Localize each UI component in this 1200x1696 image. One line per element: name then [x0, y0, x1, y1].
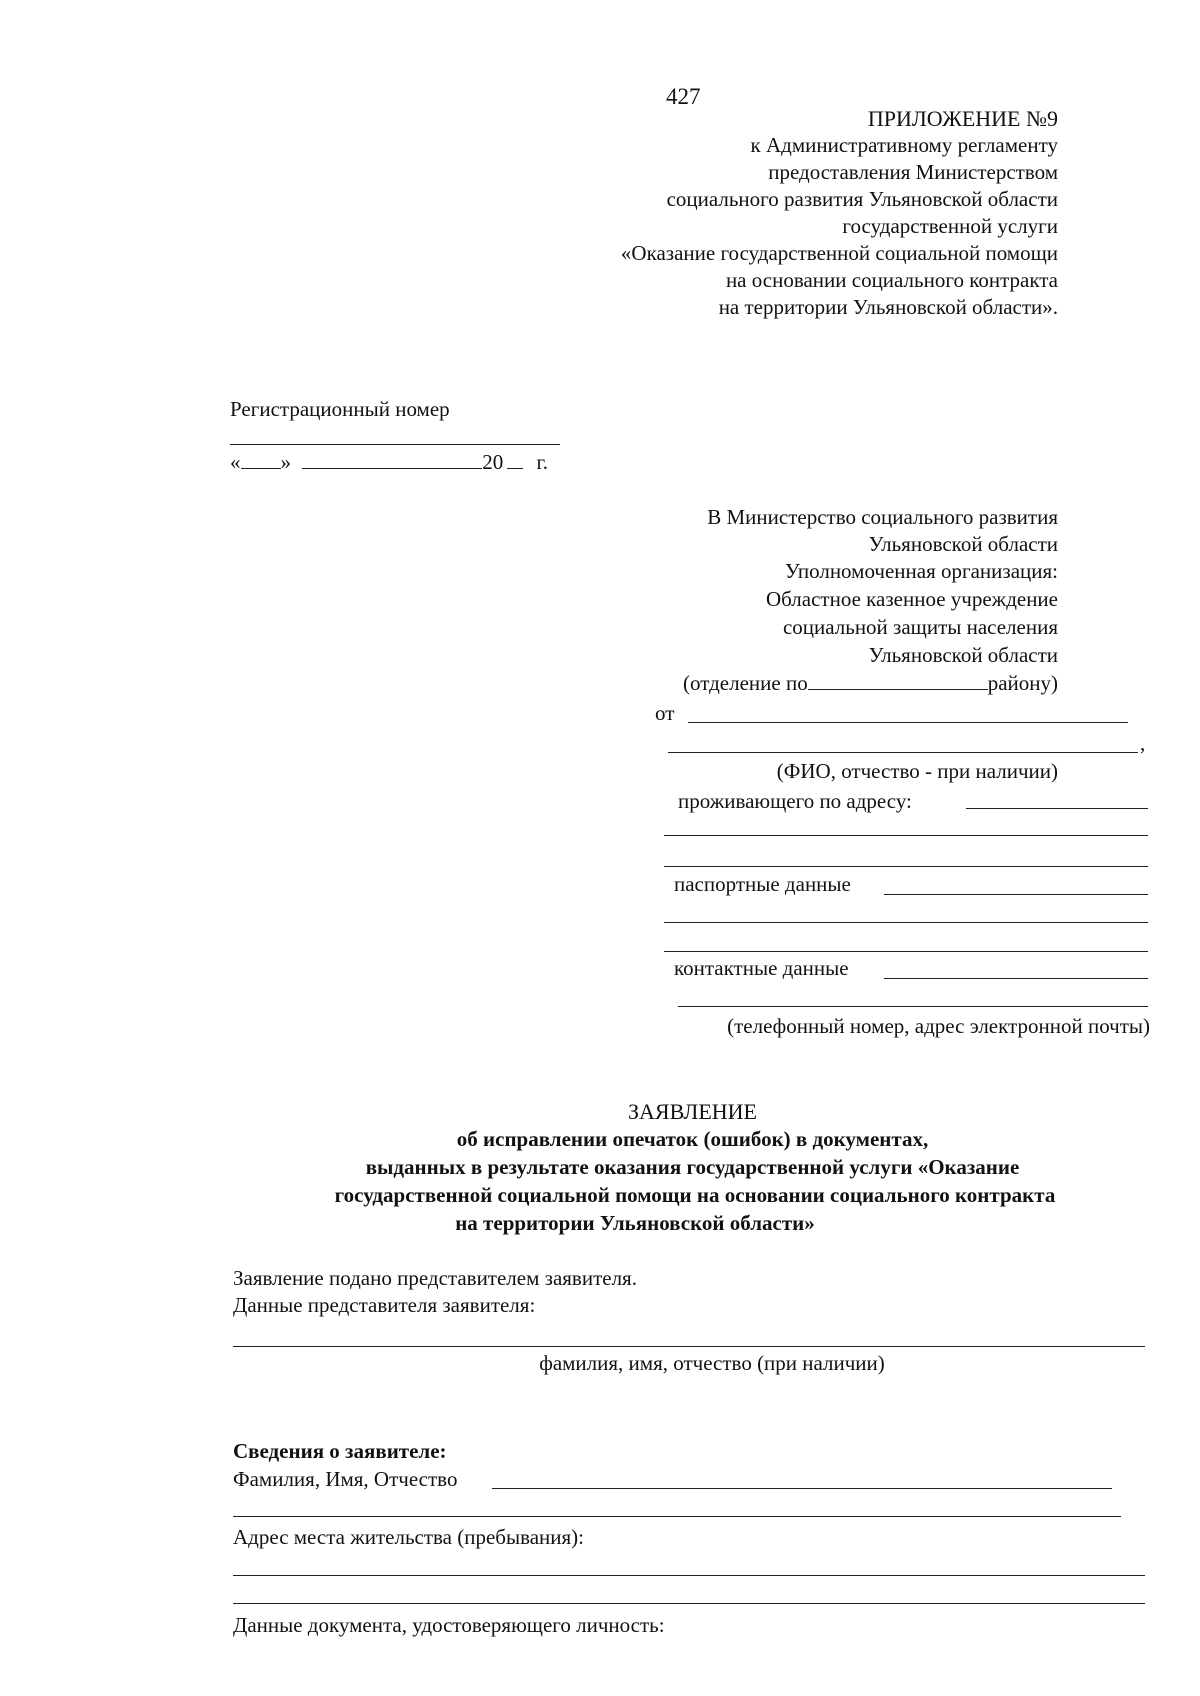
addressee-line: Уполномоченная организация:: [784, 559, 1058, 583]
appendix-line: государственной услуги: [842, 214, 1058, 238]
submitted-by-rep: Заявление подано представителем заявителя.: [233, 1266, 637, 1290]
passport-line-1[interactable]: [884, 894, 1148, 895]
applicant-id-doc-label: Данные документа, удостоверяющего личность:: [233, 1613, 665, 1637]
contacts-line-2[interactable]: [678, 1006, 1148, 1007]
applicant-heading: Сведения о заявителе:: [233, 1439, 447, 1463]
address-line-3[interactable]: [664, 866, 1148, 867]
appendix-line: предоставления Министерством: [768, 160, 1058, 184]
applicant-address-line-1[interactable]: [233, 1575, 1145, 1576]
applicant-fio-line-1[interactable]: [492, 1488, 1112, 1489]
applicant-fio-line-2[interactable]: [233, 1516, 1121, 1517]
addressee-line: Областное казенное учреждение: [765, 587, 1058, 611]
passport-line-3[interactable]: [664, 951, 1148, 952]
department-suffix: району): [987, 671, 1058, 695]
contacts-hint: (телефонный номер, адрес электронной почты): [727, 1014, 1150, 1038]
applicant-fio-label: Фамилия, Имя, Отчество: [233, 1467, 458, 1491]
statement-subtitle-line: об исправлении опечаток (ошибок) в документах,: [456, 1127, 929, 1151]
department-line: [683, 670, 1058, 696]
rep-fio-hint: фамилия, имя, отчество (при наличии): [539, 1351, 885, 1375]
registration-date[interactable]: [230, 449, 548, 475]
address-line-2[interactable]: [664, 835, 1148, 836]
address-line-1[interactable]: [966, 808, 1148, 809]
department-prefix: (отделение по: [682, 671, 808, 695]
date-close-quote: »: [280, 450, 291, 474]
addressee-line: социальной защиты населения: [782, 615, 1058, 639]
passport-label: паспортные данные: [674, 872, 851, 896]
registration-number-line[interactable]: [230, 444, 560, 445]
from-fio-line-1[interactable]: [688, 722, 1128, 723]
date-month-blank[interactable]: [302, 450, 482, 469]
applicant-address-line-2[interactable]: [233, 1603, 1145, 1604]
statement-subtitle-line: государственной социальной помощи на основании социального контракта: [334, 1183, 1056, 1207]
department-district-blank[interactable]: [808, 671, 988, 690]
rep-data-label: Данные представителя заявителя:: [233, 1293, 536, 1317]
appendix-line: «Оказание государственной социальной помощи: [620, 241, 1058, 265]
rep-fio-line[interactable]: [233, 1346, 1145, 1347]
appendix-line: на основании социального контракта: [725, 268, 1058, 292]
statement-subtitle-line: выданных в результате оказания государственной услуги «Оказание: [365, 1155, 1020, 1179]
addressee-line: Ульяновской области: [868, 643, 1058, 667]
date-year-blank[interactable]: [507, 450, 523, 469]
appendix-line: на территории Ульяновской области».: [718, 295, 1058, 319]
date-open-quote: «: [230, 450, 241, 474]
date-day-blank[interactable]: [241, 450, 281, 469]
statement-subtitle-line: на территории Ульяновской области»: [455, 1211, 815, 1235]
addressee-line: В Министерство социального развития: [707, 505, 1058, 529]
contacts-label: контактные данные: [674, 956, 849, 980]
contacts-line-1[interactable]: [884, 978, 1148, 979]
registration-label: Регистрационный номер: [230, 397, 450, 421]
appendix-line: к Административному регламенту: [750, 133, 1058, 157]
addressee-line: Ульяновской области: [868, 532, 1058, 556]
page-number: 427: [666, 84, 701, 109]
passport-line-2[interactable]: [664, 922, 1148, 923]
date-year-suffix: г.: [536, 450, 548, 474]
from-label: от: [655, 701, 675, 725]
fio-hint: (ФИО, отчество - при наличии): [776, 759, 1058, 783]
from-fio-line-2[interactable]: [668, 752, 1138, 753]
fio-trailing-comma: ,: [1140, 731, 1146, 755]
address-label: проживающего по адресу:: [678, 789, 912, 813]
statement-title: ЗАЯВЛЕНИЕ: [628, 1099, 757, 1124]
date-year-prefix: 20: [482, 450, 504, 474]
applicant-address-label: Адрес места жительства (пребывания):: [233, 1525, 585, 1549]
appendix-line: социального развития Ульяновской области: [666, 187, 1058, 211]
appendix-title: ПРИЛОЖЕНИЕ №9: [867, 106, 1058, 131]
